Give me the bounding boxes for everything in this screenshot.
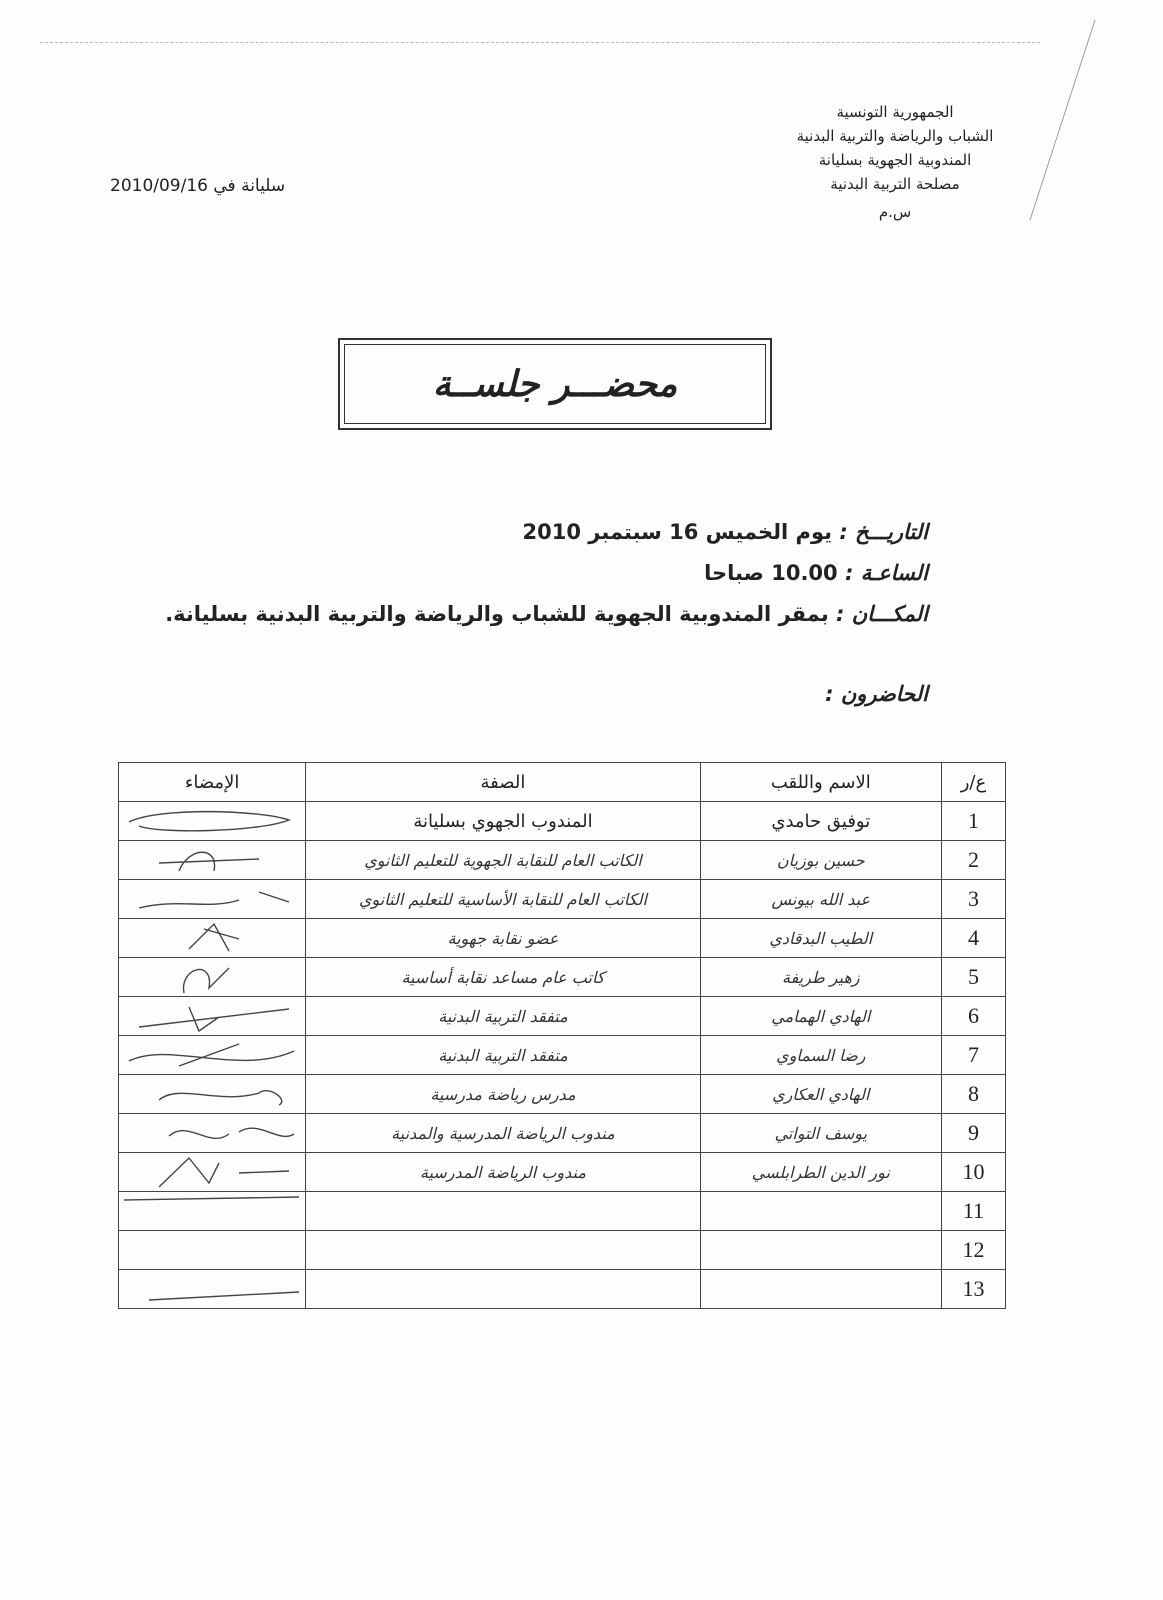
handwritten-signature <box>119 1231 305 1269</box>
letterhead-line: مصلحة التربية البدنية <box>830 175 960 193</box>
signature-cell <box>119 880 306 919</box>
attendee-role: مدرس رياضة مدرسية <box>306 1075 700 1114</box>
attendance-table <box>118 762 1006 1309</box>
attendee-role: مندوب الرياضة المدرسية والمدنية <box>306 1114 700 1153</box>
signature-cell <box>119 1192 306 1231</box>
date-value: يوم الخميس 16 سبتمبر 2010 <box>522 520 832 544</box>
place-date: سليانة في 2010/09/16 <box>110 176 286 196</box>
date-label: التاريـــخ : <box>839 520 928 544</box>
attendee-name: توفيق حامدي <box>700 802 941 841</box>
page-title: محضـــر جلســة <box>432 363 678 405</box>
signature-cell <box>119 958 306 997</box>
handwritten-signature <box>119 802 305 840</box>
table-row <box>119 1270 1006 1309</box>
signature-cell <box>119 1075 306 1114</box>
attendee-name <box>700 1231 941 1270</box>
signature-cell <box>119 1114 306 1153</box>
table-row <box>119 997 1006 1036</box>
row-number: 3 <box>941 880 1005 919</box>
row-number: 5 <box>941 958 1005 997</box>
table-row <box>119 880 1006 919</box>
signature-cell <box>119 919 306 958</box>
handwritten-signature <box>119 1192 305 1230</box>
attendee-role: متفقد التربية البدنية <box>306 1036 700 1075</box>
letterhead-line: المندوبية الجهوية بسليانة <box>818 151 972 169</box>
letterhead-line: الجمهورية التونسية <box>836 103 954 121</box>
attendee-role <box>306 1231 700 1270</box>
place-label: المكـــان : <box>836 602 928 626</box>
attendee-role: متفقد التربية البدنية <box>306 997 700 1036</box>
handwritten-signature <box>119 1114 305 1152</box>
attendee-role: المندوب الجهوي بسليانة <box>306 802 700 841</box>
col-role: الصفة <box>306 763 700 802</box>
attendee-role: كاتب عام مساعد نقابة أساسية <box>306 958 700 997</box>
row-number: 11 <box>941 1192 1005 1231</box>
signature-cell <box>119 1231 306 1270</box>
attendee-role: الكاتب العام للنقابة الأساسية للتعليم الثانوي <box>306 880 700 919</box>
attendees-label <box>825 682 928 706</box>
handwritten-signature <box>119 1036 305 1074</box>
table-row <box>119 1075 1006 1114</box>
row-number: 13 <box>941 1270 1005 1309</box>
info-date <box>523 520 928 544</box>
attendee-name <box>700 1192 941 1231</box>
signature-cell <box>119 841 306 880</box>
attendee-name <box>700 1270 941 1309</box>
attendee-name: الهادي العكاري <box>700 1075 941 1114</box>
row-number: 2 <box>941 841 1005 880</box>
handwritten-signature <box>119 1075 305 1113</box>
signature-cell <box>119 1153 306 1192</box>
table-row <box>119 802 1006 841</box>
signature-cell <box>119 1036 306 1075</box>
letterhead <box>770 100 1020 224</box>
table-header-row <box>119 763 1006 802</box>
attendee-name: زهير طريفة <box>700 958 941 997</box>
col-signature: الإمضاء <box>119 763 306 802</box>
attendee-role <box>306 1270 700 1309</box>
table-row <box>119 1114 1006 1153</box>
row-number: 10 <box>941 1153 1005 1192</box>
attendee-role: عضو نقابة جهوية <box>306 919 700 958</box>
table-row <box>119 958 1006 997</box>
attendee-name: رضا السماوي <box>700 1036 941 1075</box>
attendee-name: يوسف التواتي <box>700 1114 941 1153</box>
attendee-name: نور الدين الطرابلسي <box>700 1153 941 1192</box>
attendee-name: الطيب البدقادي <box>700 919 941 958</box>
scan-corner <box>1030 20 1163 220</box>
attendees-text: الحاضرون : <box>825 682 928 706</box>
time-value: 10.00 صباحا <box>704 561 838 585</box>
table-row <box>119 919 1006 958</box>
handwritten-signature <box>119 997 305 1035</box>
handwritten-signature <box>119 1153 305 1191</box>
table-row <box>119 1231 1006 1270</box>
handwritten-signature <box>119 1270 305 1308</box>
table-row <box>119 841 1006 880</box>
info-place <box>165 602 928 626</box>
handwritten-signature <box>119 880 305 918</box>
attendee-name: حسين بوزيان <box>700 841 941 880</box>
table-row <box>119 1036 1006 1075</box>
row-number: 4 <box>941 919 1005 958</box>
letterhead-line: س.م <box>878 203 912 221</box>
row-number: 8 <box>941 1075 1005 1114</box>
signature-cell <box>119 997 306 1036</box>
handwritten-signature <box>119 958 305 996</box>
time-label: الساعـة : <box>844 561 928 585</box>
row-number: 12 <box>941 1231 1005 1270</box>
attendee-role: الكاتب العام للنقابة الجهوية للتعليم الثانوي <box>306 841 700 880</box>
row-number: 7 <box>941 1036 1005 1075</box>
letterhead-line: الشباب والرياضة والتربية البدنية <box>796 127 994 145</box>
signature-cell <box>119 802 306 841</box>
row-number: 1 <box>941 802 1005 841</box>
scan-edge <box>40 42 1040 43</box>
info-time <box>704 561 928 585</box>
attendee-name: الهادي الهمامي <box>700 997 941 1036</box>
place-value: بمقر المندوبية الجهوية للشباب والرياضة والتربية البدنية بسليانة. <box>165 602 829 626</box>
col-name: الاسم واللقب <box>700 763 941 802</box>
table-row <box>119 1192 1006 1231</box>
col-num: ع/ر <box>941 763 1005 802</box>
row-number: 6 <box>941 997 1005 1036</box>
attendee-name: عبد الله بيونس <box>700 880 941 919</box>
table-row <box>119 1153 1006 1192</box>
row-number: 9 <box>941 1114 1005 1153</box>
attendee-role: مندوب الرياضة المدرسية <box>306 1153 700 1192</box>
attendee-role <box>306 1192 700 1231</box>
handwritten-signature <box>119 919 305 957</box>
signature-cell <box>119 1270 306 1309</box>
handwritten-signature <box>119 841 305 879</box>
title-box <box>338 338 772 430</box>
